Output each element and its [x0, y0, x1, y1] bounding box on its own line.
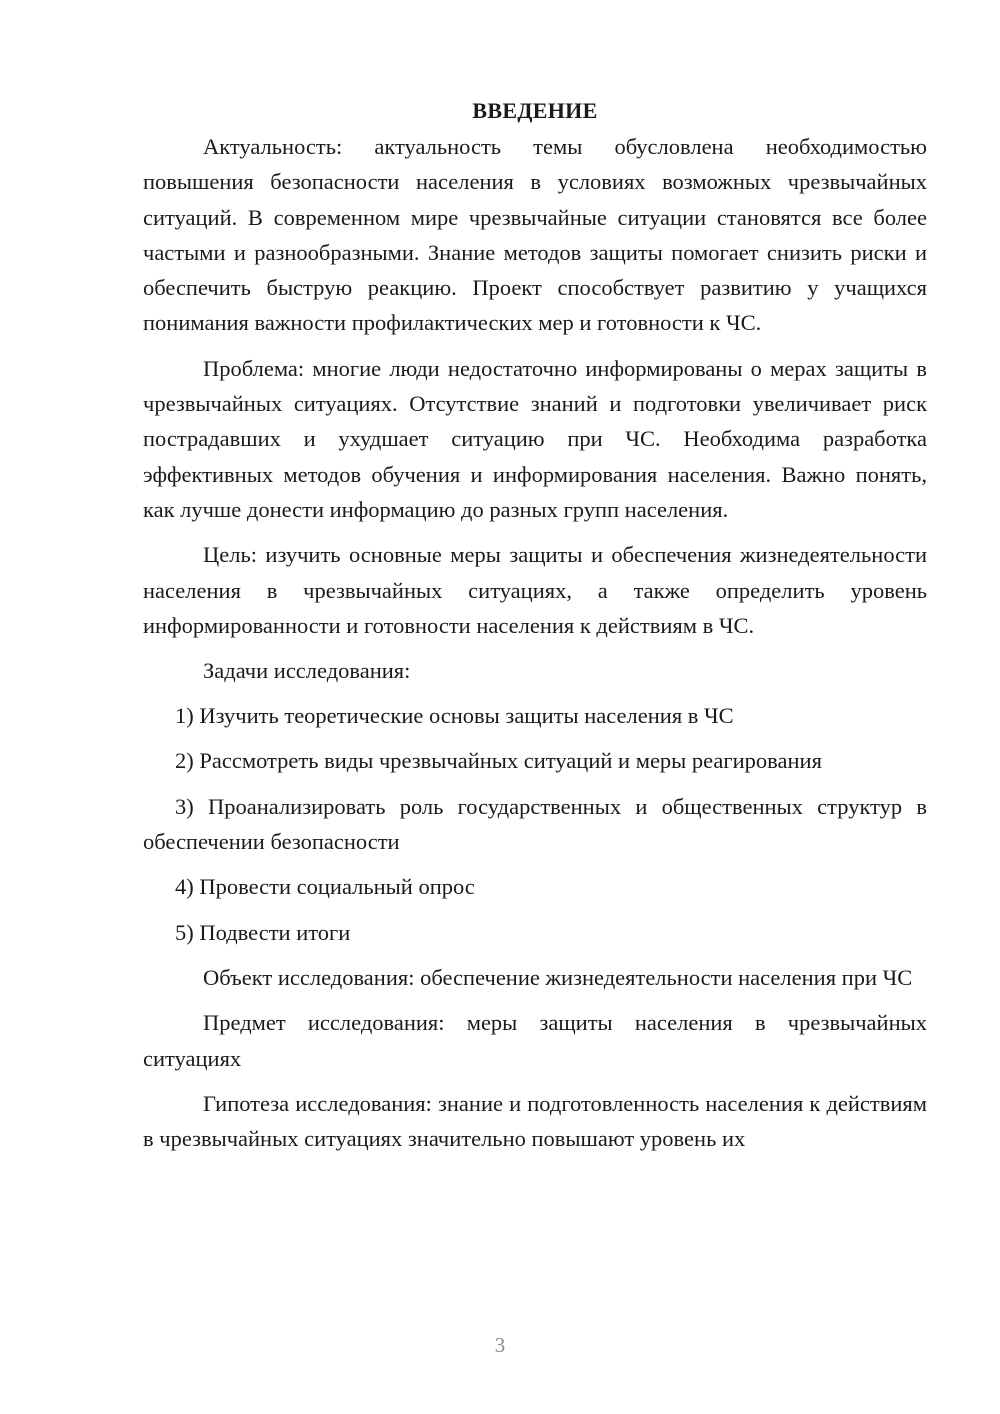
task-item: 4) Провести социальный опрос: [175, 874, 475, 900]
paragraph-object: Объект исследования: обеспечение жизнедеятельности населения при ЧС: [203, 964, 913, 990]
paragraph-subject: Предмет исследования: меры защиты населения в чрезвычайных ситуациях: [143, 1010, 927, 1071]
task-item: 2) Рассмотреть виды чрезвычайных ситуаций и меры реагирования: [175, 748, 822, 774]
document-page: [143, 96, 927, 1166]
paragraph-relevance: Актуальность: актуальность темы обусловлена необходимостью повышения безопасности населения в условиях возможных чрезвычайных ситуаций. В современном мире чрезвычайные ситуации становятся все более частыми и разнообразными. Знание методов защиты помогает снизить риски и обеспечить быструю реакцию. Проект способствует развитию у учащихся понимания важности профилактических мер и готовности к ЧС.: [143, 134, 927, 336]
task-item: 1) Изучить теоретические основы защиты населения в ЧС: [175, 703, 734, 729]
tasks-heading: Задачи исследования:: [203, 658, 411, 684]
paragraph-problem: Проблема: многие люди недостаточно информированы о мерах защиты в чрезвычайных ситуациях. Отсутствие знаний и подготовки увеличивает риск пострадавших и ухудшает ситуацию при ЧС. Необходима разработка эффективных методов обучения и информирования населения. Важно понять, как лучше донести информацию до разных групп населения.: [143, 355, 927, 522]
paragraph-goal: Цель: изучить основные меры защиты и обеспечения жизнедеятельности населения в чрезвычайных ситуациях, а также определить уровень информированности и готовности населения к действиям в ЧС.: [143, 542, 927, 638]
page-number: 3: [494, 1333, 506, 1357]
paragraph-hypothesis: Гипотеза исследования: знание и подготовленность населения к действиям в чрезвычайных ситуациях значительно повышают уровень их: [143, 1090, 927, 1152]
task-item: 3) Проанализировать роль государственных и общественных структур в обеспечении безопасности: [143, 793, 927, 855]
section-title: ВВЕДЕНИЕ: [472, 98, 598, 123]
task-item: 5) Подвести итоги: [175, 919, 351, 945]
